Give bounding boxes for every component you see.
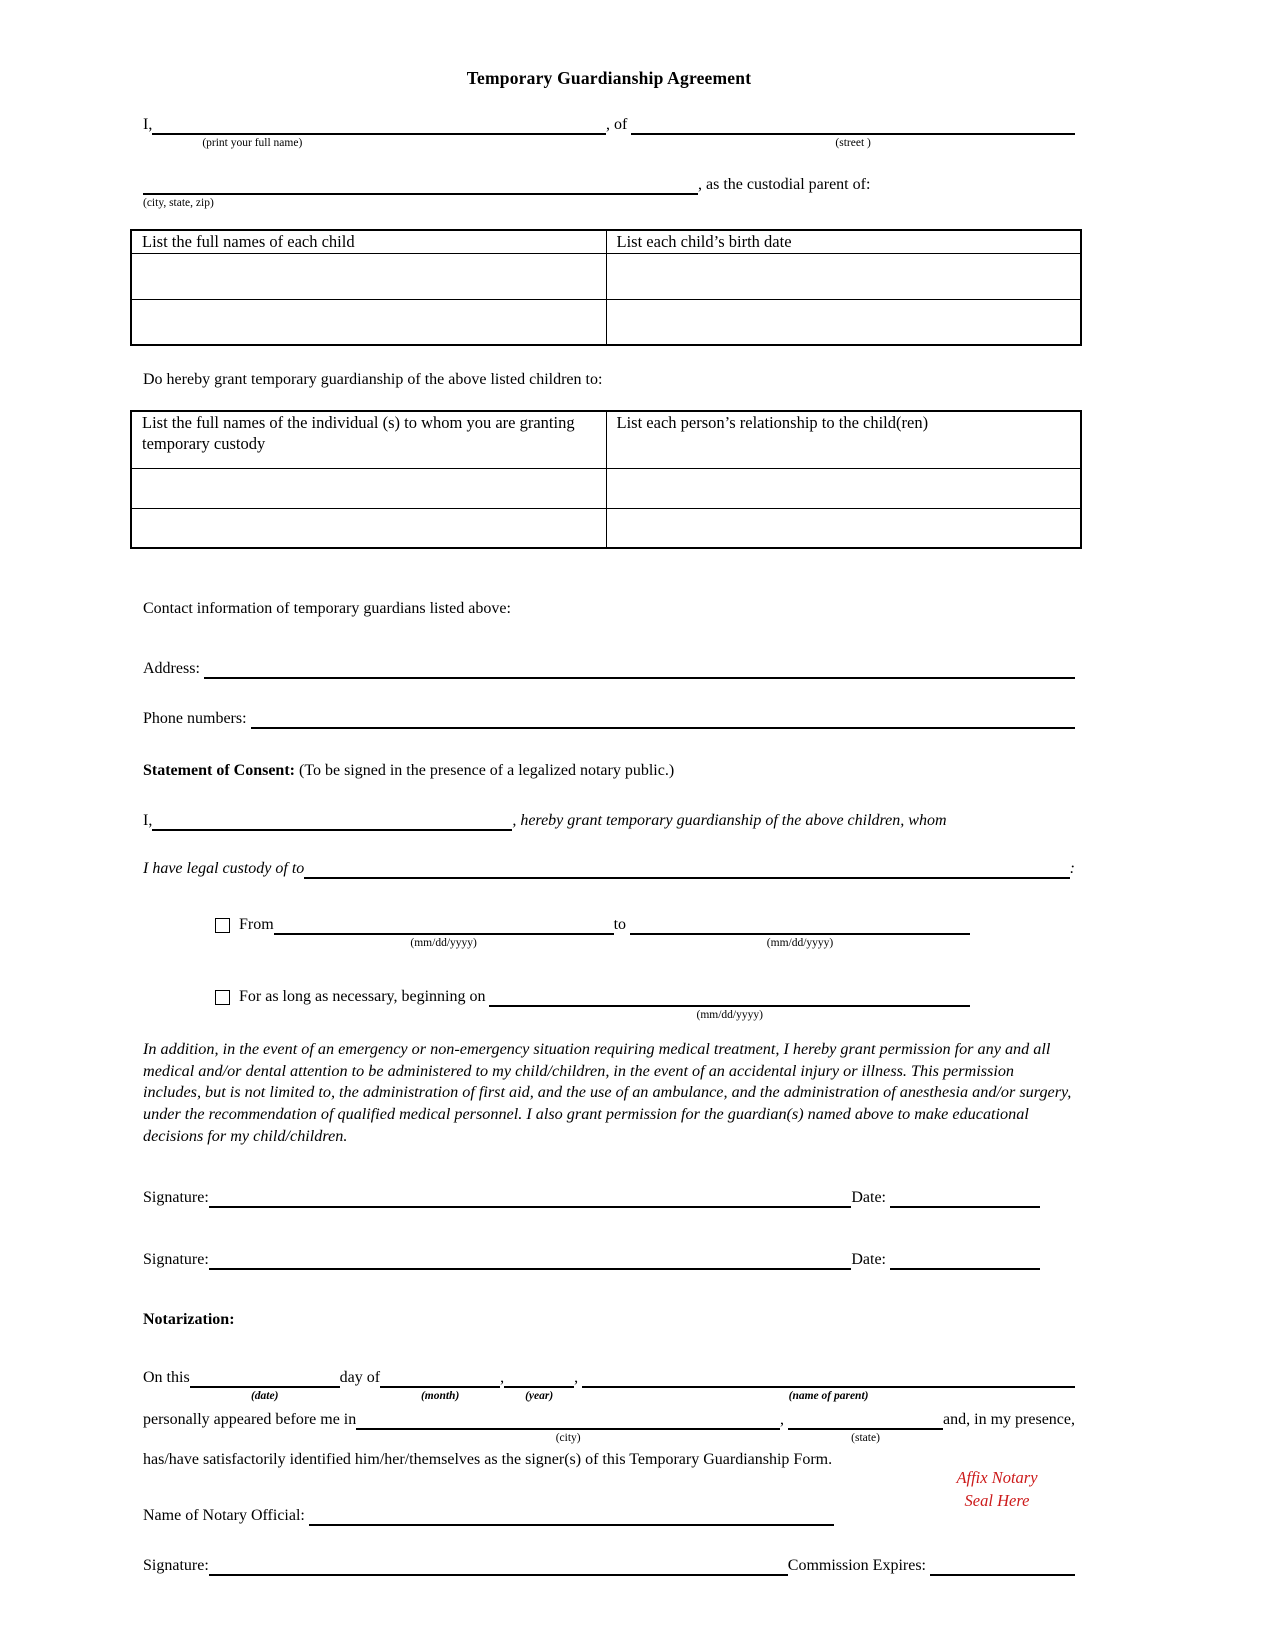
consent-heading xyxy=(143,761,1075,781)
open-ended-option xyxy=(215,987,970,1021)
consent-heading-rest: (To be signed in the presence of a legalized notary public.) xyxy=(294,762,675,779)
children-names-header: List the full names of each child xyxy=(131,230,606,253)
phone-line xyxy=(143,709,1075,729)
consent-grantor-line xyxy=(143,811,1075,831)
appeared-line xyxy=(143,1410,1075,1444)
affix-notary-seal-note xyxy=(937,1466,1057,1512)
date-label: Date: xyxy=(851,1188,890,1206)
guardian-relationship-header: List each person’s relationship to the child(ren) xyxy=(606,411,1081,468)
contact-info-heading: Contact information of temporary guardians listed above: xyxy=(143,600,511,617)
guardian-names-header: List the full names of the individual (s) to whom you are granting temporary custody xyxy=(131,411,606,468)
phone-label: Phone numbers: xyxy=(143,710,251,727)
date-label: Date: xyxy=(851,1250,890,1268)
guardian-relationship-cell[interactable] xyxy=(606,468,1081,508)
notary-city-blank[interactable] xyxy=(356,1412,780,1444)
child-birthdate-cell[interactable] xyxy=(606,299,1081,345)
duration-label: For as long as necessary, beginning on xyxy=(239,988,490,1005)
signature-label: Signature: xyxy=(143,1188,209,1206)
commission-expires-label: Commission Expires: xyxy=(787,1556,930,1574)
seal-note-line-2: Seal Here xyxy=(964,1490,1030,1510)
guardians-table xyxy=(130,410,1082,549)
consent-grant-text: , hereby grant temporary guardianship of the above children, whom xyxy=(512,812,947,829)
signature-label: Signature: xyxy=(143,1250,209,1268)
notary-signature-line xyxy=(143,1556,1075,1576)
consent-grantor-name-blank[interactable] xyxy=(152,813,512,831)
to-label: to xyxy=(613,916,631,933)
from-label: From xyxy=(239,916,274,933)
address-label: Address: xyxy=(143,660,204,677)
document-page xyxy=(143,0,1075,1576)
notary-signature-blank[interactable] xyxy=(209,1558,788,1576)
medical-permission-paragraph: In addition, in the event of an emergency or non-emergency situation requiring medical treatment, I hereby grant permission for any and all medical and/or dental attention to be administered to my child/children, in the event of an accidental injury or illness. This permission includes, but is not limited to, the administration of first aid, and the use of an ambulance, and the administration of anesthesia and/or surgery, under the recommendation of qualified medical personnel. I also grant permission for the guardian(s) named above to make educational decisions for my child/children. xyxy=(143,1040,1072,1145)
date-format-caption: (mm/dd/yyyy) xyxy=(766,937,834,949)
presence-label: and, in my presence, xyxy=(943,1410,1075,1428)
comma-separator: , xyxy=(574,1368,583,1386)
date-blank[interactable] xyxy=(890,1190,1040,1208)
signature-line-1 xyxy=(143,1188,1040,1208)
day-of-label: day of xyxy=(339,1368,381,1386)
custody-colon: : xyxy=(1069,860,1075,877)
beginning-date-blank[interactable] xyxy=(489,989,970,1021)
i-label: I, xyxy=(143,812,153,829)
street-caption: (street ) xyxy=(835,137,871,149)
parent-name-caption: (name of parent) xyxy=(788,1389,869,1402)
city-caption: (city) xyxy=(555,1431,581,1444)
table-header-row xyxy=(131,411,1081,468)
consent-heading-bold: Statement of Consent: xyxy=(143,762,295,779)
notary-name-line xyxy=(143,1506,1075,1526)
city-state-zip-caption: (city, state, zip) xyxy=(143,197,214,209)
date-format-caption: (mm/dd/yyyy) xyxy=(410,937,477,949)
i-label: I, xyxy=(143,116,153,133)
date-blank[interactable] xyxy=(890,1252,1040,1270)
children-birthdates-header: List each child’s birth date xyxy=(606,230,1081,253)
table-header-row xyxy=(131,230,1081,253)
commission-expires-blank[interactable] xyxy=(930,1558,1075,1576)
date-caption: (date) xyxy=(250,1389,279,1402)
comma-separator: , xyxy=(780,1410,789,1428)
child-name-cell[interactable] xyxy=(131,253,606,299)
full-name-caption: (print your full name) xyxy=(202,137,303,149)
guardian-name-cell[interactable] xyxy=(131,468,606,508)
guardian-name-cell[interactable] xyxy=(131,508,606,548)
city-state-zip-blank[interactable] xyxy=(143,177,698,209)
notary-day-blank[interactable] xyxy=(190,1370,340,1402)
duration-checkbox[interactable] xyxy=(215,990,230,1005)
identified-text: has/have satisfactorily identified him/her/themselves as the signer(s) of this Temporary Guardianship Form. xyxy=(143,1450,833,1468)
custody-text: I have legal custody of to xyxy=(143,860,305,877)
page-title: Temporary Guardianship Agreement xyxy=(466,68,752,88)
state-caption: (state) xyxy=(851,1431,880,1444)
date-range-option xyxy=(215,915,970,949)
street-blank[interactable] xyxy=(631,117,1075,149)
children-table xyxy=(130,229,1082,346)
year-caption: (year) xyxy=(525,1389,554,1402)
signature-blank[interactable] xyxy=(209,1252,852,1270)
address-blank[interactable] xyxy=(204,661,1075,679)
notary-state-blank[interactable] xyxy=(788,1412,943,1444)
notary-month-blank[interactable] xyxy=(380,1370,500,1402)
city-state-line xyxy=(143,175,1075,209)
month-caption: (month) xyxy=(420,1389,460,1402)
signature-blank[interactable] xyxy=(209,1190,852,1208)
of-label: , of xyxy=(605,116,632,133)
custody-guardians-blank[interactable] xyxy=(304,861,1069,879)
comma-separator: , xyxy=(500,1368,505,1386)
notary-bottom-section xyxy=(143,1450,1075,1576)
child-name-cell[interactable] xyxy=(131,299,606,345)
notary-date-line xyxy=(143,1368,1075,1402)
on-this-label: On this xyxy=(143,1368,190,1386)
notarization-heading: Notarization: xyxy=(143,1310,235,1328)
signature-line-2 xyxy=(143,1250,1040,1270)
address-line xyxy=(143,659,1075,679)
seal-note-line-1: Affix Notary xyxy=(956,1467,1038,1487)
table-row xyxy=(131,468,1081,508)
parent-name-blank[interactable] xyxy=(582,1370,1075,1402)
notary-name-blank[interactable] xyxy=(309,1508,834,1526)
parent-full-name-blank[interactable] xyxy=(152,117,606,149)
signature-label: Signature: xyxy=(143,1556,209,1574)
appeared-label: personally appeared before me in xyxy=(143,1410,357,1428)
custodial-parent-label: , as the custodial parent of: xyxy=(698,176,871,193)
notary-name-label: Name of Notary Official: xyxy=(143,1506,309,1524)
table-row xyxy=(131,508,1081,548)
to-date-blank[interactable] xyxy=(630,917,970,949)
parent-name-street-line xyxy=(143,115,1075,149)
from-date-blank[interactable] xyxy=(274,917,614,949)
grant-guardianship-text: Do hereby grant temporary guardianship of the above listed children to: xyxy=(143,371,603,388)
custody-line xyxy=(143,859,1075,879)
table-row xyxy=(131,253,1081,299)
phone-blank[interactable] xyxy=(251,711,1075,729)
notary-year-blank[interactable] xyxy=(504,1370,574,1402)
guardian-relationship-cell[interactable] xyxy=(606,508,1081,548)
from-checkbox[interactable] xyxy=(215,918,230,933)
child-birthdate-cell[interactable] xyxy=(606,253,1081,299)
table-row xyxy=(131,299,1081,345)
date-format-caption: (mm/dd/yyyy) xyxy=(696,1009,763,1021)
